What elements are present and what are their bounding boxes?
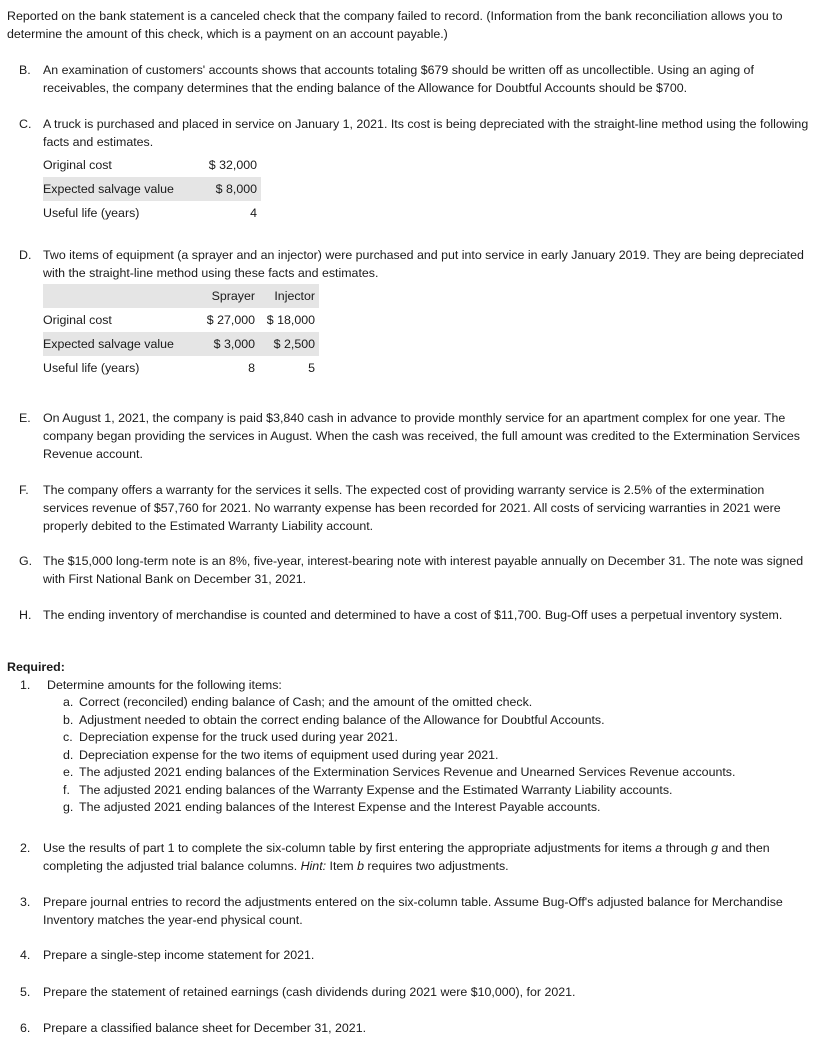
item-letter: F. — [19, 483, 29, 497]
row-label: Expected salvage value — [43, 332, 193, 356]
item-text: The company offers a warranty for the services it sells. The expected cost of providing warranty service is 2.5% of the extermination services revenue of $57,760 for 2021. No warranty expense has been recorded for 2021. All costs of servicing warranties in 2021 were properly debited to the Estimated Warranty Liability account. — [43, 483, 781, 533]
sub-item-b: b. Adjustment needed to obtain the correct ending balance of the Allowance for Doubtful Accounts. — [63, 712, 605, 727]
column-header-sprayer: Sprayer — [193, 284, 259, 308]
required-section — [7, 659, 817, 817]
item-text: A truck is purchased and placed in service on January 1, 2021. Its cost is being depreciated with the straight-line method using the following facts and estimates. — [43, 117, 809, 149]
item-number: 6. — [20, 1021, 31, 1035]
sub-item-f: f. The adjusted 2021 ending balances of the Warranty Expense and the Estimated Warranty Liability accounts. — [63, 782, 673, 797]
item-g — [19, 552, 809, 588]
row-label: Useful life (years) — [43, 206, 140, 220]
injector-value: $ 18,000 — [266, 313, 315, 327]
item-letter: B. — [19, 63, 31, 77]
item-text: The $15,000 long-term note is an 8%, five-year, interest-bearing note with interest payable annually on December 31. The note was signed with First National Bank on December 31, 2021. — [43, 554, 804, 586]
item-letter: D. — [19, 248, 32, 262]
row-value: $ 8,000 — [193, 177, 261, 201]
injector-value: 5 — [308, 361, 315, 375]
table-header-row — [43, 284, 319, 308]
required-item-1 — [7, 677, 817, 695]
item-text: On August 1, 2021, the company is paid $3,840 cash in advance to provide monthly service for an apartment complex for one year. The company began providing the services in August. When the cash was received, the full amount was credited to the Extermination Services Revenue account. — [43, 411, 800, 461]
sprayer-value: $ 3,000 — [193, 332, 259, 356]
item-text: Prepare a single-step income statement for 2021. — [43, 948, 315, 962]
row-label: Expected salvage value — [43, 177, 193, 201]
injector-value: $ 2,500 — [259, 332, 319, 356]
item-letter: E. — [19, 411, 31, 425]
equipment-facts-table — [43, 284, 319, 380]
sub-item-a: a. Correct (reconciled) ending balance of Cash; and the amount of the omitted check. — [63, 695, 533, 709]
required-item-2 — [7, 839, 817, 875]
sub-item-g: g. The adjusted 2021 ending balances of the Interest Expense and the Interest Payable accounts. — [63, 800, 601, 814]
item-b — [19, 61, 809, 97]
truck-facts-table — [43, 153, 261, 225]
row-value: $ 32,000 — [208, 158, 257, 172]
item-text: An examination of customers' accounts shows that accounts totaling $679 should be written off as uncollectible. Using an aging of receivables, the company determines that the ending balance of the Allowance for Doubtful Accounts should be $700. — [43, 63, 754, 95]
required-item-4 — [7, 946, 817, 964]
item-number: 1. — [20, 677, 31, 692]
column-header-injector: Injector — [259, 284, 319, 308]
sprayer-value: $ 27,000 — [206, 313, 255, 327]
item-e — [19, 409, 809, 463]
item-number: 5. — [20, 985, 31, 999]
item-number: 2. — [20, 841, 31, 855]
sub-item-e: e. The adjusted 2021 ending balances of the Extermination Services Revenue and Unearned Services Revenue accounts. — [63, 765, 736, 779]
item-text: Prepare a classified balance sheet for December 31, 2021. — [43, 1021, 367, 1035]
sub-item-c: c. Depreciation expense for the truck used during year 2021. — [63, 730, 398, 744]
item-text: Determine amounts for the following items: — [47, 677, 282, 692]
intro-paragraph: Reported on the bank statement is a canceled check that the company failed to record. (Information from the bank reconciliation allows you to determine the amount of this check, which is a payment on an account payable.) — [7, 9, 783, 41]
item-number: 3. — [20, 895, 31, 909]
table-row — [43, 177, 261, 201]
item-text: Use the results of part 1 to complete the six-column table by first entering the appropriate adjustments for items a through g and then completing the adjusted trial balance columns. Hint: Item b requires two adjustments. — [43, 841, 770, 873]
required-item-5 — [7, 983, 817, 1001]
item-d — [19, 246, 809, 380]
row-label: Useful life (years) — [43, 361, 140, 375]
required-item-6 — [7, 1019, 817, 1037]
sprayer-value: 8 — [248, 361, 255, 375]
table-row — [43, 308, 319, 332]
table-row — [43, 153, 261, 177]
item-h — [19, 606, 809, 624]
item-text: The ending inventory of merchandise is counted and determined to have a cost of $11,700. Bug-Off uses a perpetual inventory system. — [43, 608, 783, 622]
table-row — [43, 356, 319, 380]
item-letter: C. — [19, 117, 32, 131]
row-label: Original cost — [43, 158, 112, 172]
required-heading: Required: — [7, 660, 65, 674]
table-row — [43, 332, 319, 356]
item-letter: G. — [19, 554, 33, 568]
item-letter: H. — [19, 608, 32, 622]
item-c — [19, 115, 809, 225]
item-number: 4. — [20, 948, 31, 962]
table-row — [43, 201, 261, 225]
row-label: Original cost — [43, 313, 112, 327]
sub-item-d: d. Depreciation expense for the two items of equipment used during year 2021. — [63, 747, 499, 762]
row-value: 4 — [250, 206, 257, 220]
item-text: Prepare the statement of retained earnings (cash dividends during 2021 were $10,000), for 2021. — [43, 985, 576, 999]
item-text: Two items of equipment (a sprayer and an injector) were purchased and put into service in early January 2019. They are being depreciated with the straight-line method using these facts and estimates. — [43, 248, 804, 280]
item-text: Prepare journal entries to record the adjustments entered on the six-column table. Assume Bug-Off's adjusted balance for Merchandise Inventory matches the year-end physical count. — [43, 895, 783, 927]
required-item-3 — [7, 893, 817, 929]
item-f — [19, 481, 809, 535]
